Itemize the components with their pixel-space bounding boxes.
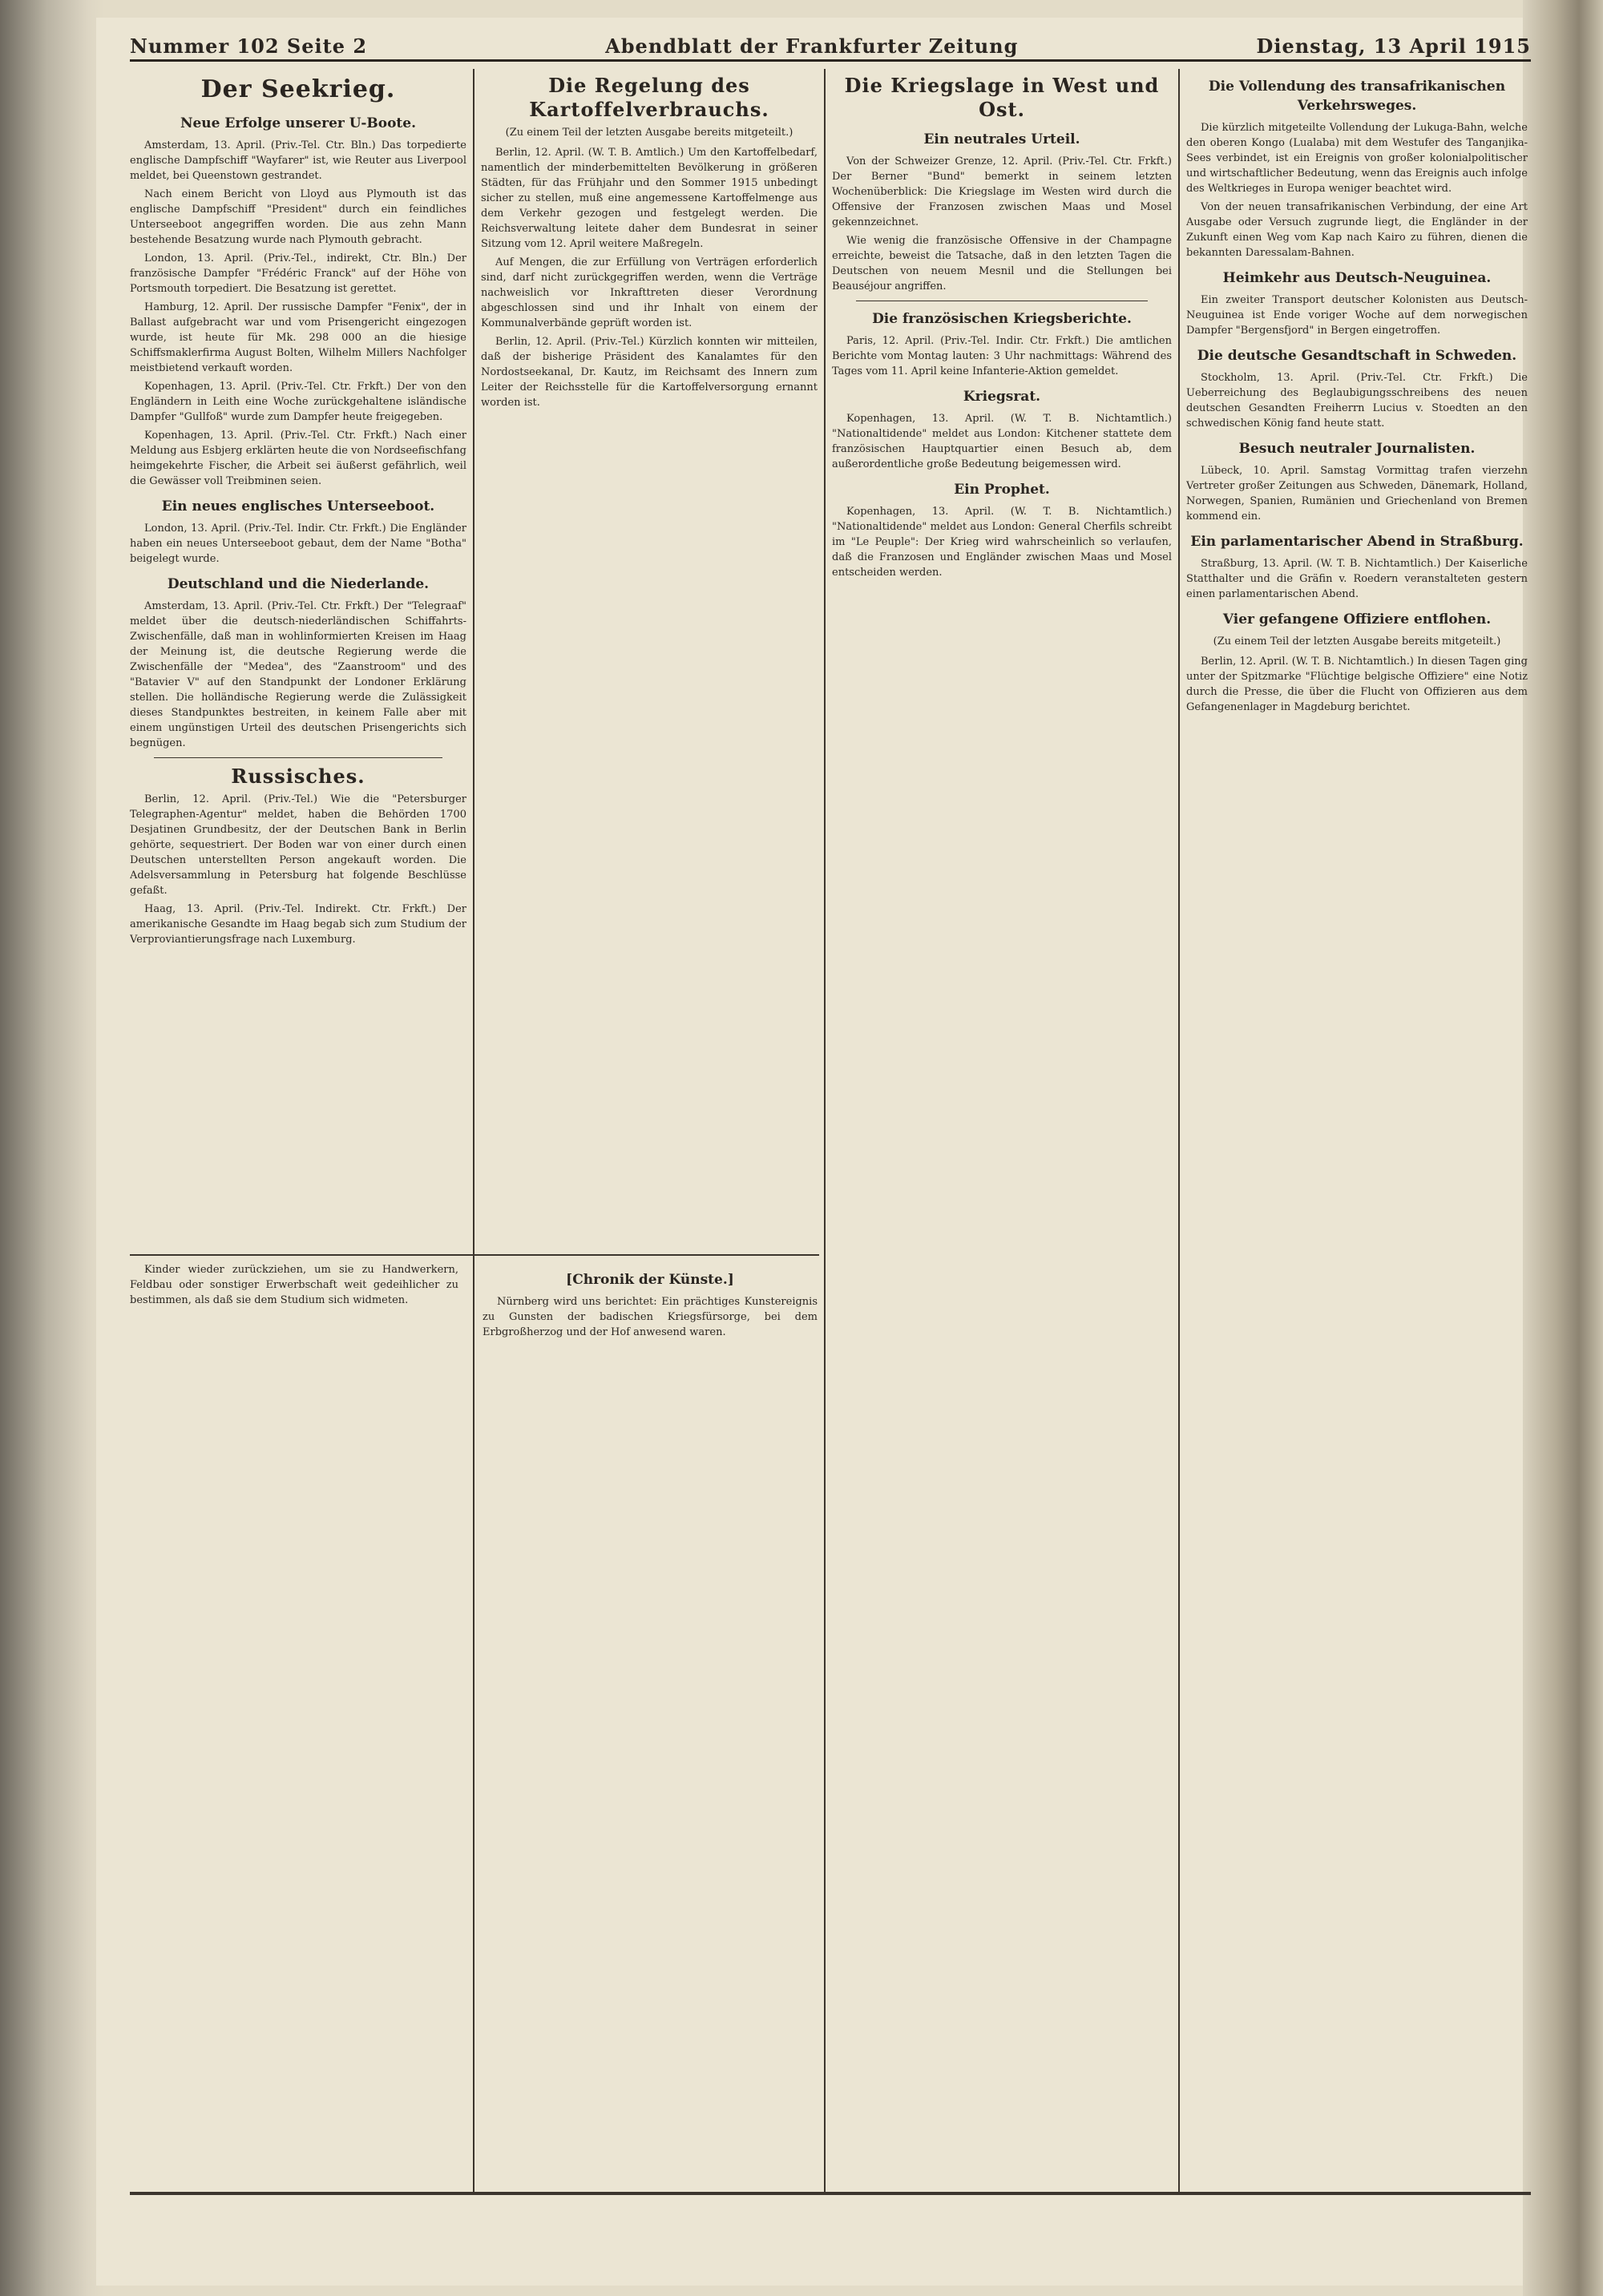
article-paragraph: Wie wenig die französische Offensive in der Champagne erreichte, beweist die Tatsache, daß in den letzten Tagen die Deutschen von neuem Mesnil und die Stellungen bei Beauséjour angriffen.	[832, 235, 1172, 293]
section-subtitle: Vier gefangene Offiziere entflohen.	[1222, 611, 1492, 627]
article-paragraph: Nach einem Bericht von Lloyd aus Plymouth ist das englische Dampfschiff "President" durch ein feindliches Unterseeboot angegriffen worden. Die aus zehn Mann bestehende Besatzung wurde nach Plymouth gebracht.	[130, 188, 466, 246]
section-subtitle: Die französischen Kriegsberichte.	[872, 311, 1132, 327]
column-kartoffel	[481, 69, 818, 1247]
section-title: Die Vollendung des transafrikanischen Verkehrsweges.	[1208, 79, 1506, 114]
column-afrika	[1186, 69, 1528, 2185]
article-paragraph: Straßburg, 13. April. (W. T. B. Nichtamtlich.) Der Kaiserliche Statthalter und die Gräfin v. Roedern veranstalteten gestern einen parlamentarischen Abend.	[1186, 558, 1528, 600]
section-subtitle: Ein parlamentarischer Abend in Straßburg.	[1190, 534, 1524, 550]
page-header	[130, 32, 1531, 62]
feuilleton-section	[130, 1254, 819, 2193]
column-rule	[824, 69, 826, 2193]
section-subtitle: [Chronik der Künste.]	[566, 1272, 734, 1288]
column-rule	[1178, 69, 1180, 2193]
section-subtitle: Ein neutrales Urteil.	[923, 131, 1080, 147]
section-subtitle: Besuch neutraler Journalisten.	[1238, 441, 1476, 457]
section-subtitle: Heimkehr aus Deutsch-Neuguinea.	[1222, 270, 1492, 286]
article-paragraph: Kopenhagen, 13. April. (W. T. B. Nichtamtlich.) "Nationaltidende" meldet aus London: Kitchener stattete dem französischen Hauptquartier einen Besuch ab, dem außerordentliche große Bedeutung beigemessen wird.	[832, 413, 1172, 470]
page-edge	[1523, 0, 1603, 2296]
article-paragraph: London, 13. April. (Priv.-Tel., indirekt, Ctr. Bln.) Der französische Dampfer "Frédéric Franck" auf der Höhe von Portsmouth torpediert. Die Besatzung ist gerettet.	[130, 252, 466, 295]
section-note: (Zu einem Teil der letzten Ausgabe bereits mitgeteilt.)	[505, 127, 793, 139]
divider	[154, 757, 442, 758]
article-paragraph: Paris, 12. April. (Priv.-Tel. Indir. Ctr. Frkft.) Die amtlichen Berichte vom Montag lauten: 3 Uhr nachmittags: Während des Tages vom 11. April keine Infanterie-Aktion gemeldet.	[832, 335, 1172, 377]
article-paragraph: Haag, 13. April. (Priv.-Tel. Indirekt. Ctr. Frkft.) Der amerikanische Gesandte im Haag begab sich zum Studium der Verproviantierungsfrage nach Luxemburg.	[130, 903, 466, 946]
article-paragraph: Auf Mengen, die zur Erfüllung von Verträgen erforderlich sind, darf nicht zurückgegriffen werden, wenn die Verträge nachweislich vor Inkrafttreten dieser Verordnung abgeschlossen sind und ihr Inhalt von einem der Kommunalverbände geprüft worden ist.	[481, 256, 818, 329]
book-binding	[0, 0, 104, 2296]
column-seekrieg	[130, 69, 466, 1247]
feuilleton-right	[483, 1262, 818, 2184]
section-subtitle: Ein Prophet.	[954, 482, 1050, 498]
article-paragraph: London, 13. April. (Priv.-Tel. Indir. Ctr. Frkft.) Die Engländer haben ein neues Unterseeboot gebaut, dem der Name "Botha" beigelegt wurde.	[130, 523, 466, 565]
column-rule	[473, 69, 474, 1255]
article-paragraph: Kopenhagen, 13. April. (Priv.-Tel. Ctr. Frkft.) Der von den Engländern in Leith eine Woche zurückgehaltene isländische Dampfer "Gullfoß" wurde zum Dampfer heute freigegeben.	[130, 381, 466, 423]
column-kriegslage	[832, 69, 1172, 2185]
header-issue: Nummer 102 Seite 2	[130, 34, 368, 58]
section-subtitle: Kriegsrat.	[963, 389, 1041, 405]
column-rule	[473, 1256, 474, 2193]
section-subtitle: Deutschland und die Niederlande.	[167, 576, 430, 592]
article-paragraph: Kinder wieder zurückziehen, um sie zu Handwerkern, Feldbau oder sonstiger Erwerbschaft weit gedeihlicher zu bestimmen, als daß sie dem Studium sich widmeten.	[130, 1264, 458, 1306]
section-note: (Zu einem Teil der letzten Ausgabe bereits mitgeteilt.)	[1213, 636, 1501, 648]
article-paragraph: Ein zweiter Transport deutscher Kolonisten aus Deutsch-Neuguinea ist Ende voriger Woche auf dem norwegischen Dampfer "Bergensfjord" in Bergen eingetroffen.	[1186, 294, 1528, 337]
section-subtitle: Die deutsche Gesandtschaft in Schweden.	[1197, 348, 1517, 364]
article-paragraph: Berlin, 12. April. (W. T. B. Nichtamtlich.) In diesen Tagen ging unter der Spitzmarke "Flüchtige belgische Offiziere" eine Notiz durch die Presse, die über die Flucht von Offizieren aus dem Gefangenenlager in Magdeburg berichtet.	[1186, 656, 1528, 713]
article-paragraph: Lübeck, 10. April. Samstag Vormittag trafen vierzehn Vertreter großer Zeitungen aus Schweden, Dänemark, Holland, Norwegen, Spanien, Rumänien und Griechenland von Bremen kommend ein.	[1186, 465, 1528, 523]
article-paragraph: Kopenhagen, 13. April. (Priv.-Tel. Ctr. Frkft.) Nach einer Meldung aus Esbjerg erklärten heute die von Nordseefischfang heimgekehrte Fischer, die Arbeit sei äußerst gefährlich, weil die Gewässer voll Treibminen seien.	[130, 430, 466, 487]
article-paragraph: Von der neuen transafrikanischen Verbindung, der eine Art Ausgabe oder Versuch zugrunde liegt, die Engländer in der Zukunft einen Weg vom Kap nach Kairo zu führen, dienen die bekannten Daressalam-Bahnen.	[1186, 201, 1528, 259]
section-title: Der Seekrieg.	[200, 75, 396, 103]
article-paragraph: Hamburg, 12. April. Der russische Dampfer "Fenix", der in Ballast aufgebracht war und vom Prisengericht eingezogen wurde, ist heute für Mk. 298 000 an die hiesige Schiffsmaklerfirma August Bolten, Wilhelm Millers Nachfolger meistbietend verkauft worden.	[130, 301, 466, 374]
header-date: Dienstag, 13 April 1915	[1256, 34, 1531, 58]
section-title: Russisches.	[231, 765, 365, 788]
article-paragraph: Berlin, 12. April. (Priv.-Tel.) Kürzlich konnten wir mitteilen, daß der bisherige Präsident des Kanalamtes für den Nordostseekanal, Dr. Kautz, im Reichsamt des Innern zum Leiter der Reichsstelle für die Kartoffelversorgung ernannt worden ist.	[481, 336, 818, 409]
feuilleton-left	[130, 1262, 458, 2184]
page-bottom-rule	[130, 2192, 1531, 2195]
section-subtitle: Ein neues englisches Unterseeboot.	[161, 498, 435, 514]
section-title: Die Kriegslage in West und Ost.	[844, 74, 1160, 121]
article-paragraph: Berlin, 12. April. (W. T. B. Amtlich.) Um den Kartoffelbedarf, namentlich der minderbemittelten Bevölkerung in größeren Städten, für das Frühjahr und den Sommer 1915 unbedingt sicher zu stellen, muß eine angemessene Kartoffelmenge aus dem Verkehr gezogen und festgelegt werden. Die Reichsverwaltung leitete daher dem Bundesrat in seiner Sitzung vom 12. April weitere Maßregeln.	[481, 147, 818, 250]
article-paragraph: Amsterdam, 13. April. (Priv.-Tel. Ctr. Bln.) Das torpedierte englische Dampfschiff "Wayfarer" ist, wie Reuter aus Liverpool meldet, bei Queenstown gestrandet.	[130, 139, 466, 182]
article-paragraph: Stockholm, 13. April. (Priv.-Tel. Ctr. Frkft.) Die Ueberreichung des Beglaubigungsschreibens des neuen deutschen Gesandten Freiherrn Lucius v. Stoedten an den schwedischen König fand heute statt.	[1186, 372, 1528, 430]
article-paragraph: Die kürzlich mitgeteilte Vollendung der Lukuga-Bahn, welche den oberen Kongo (Lualaba) mit dem Westufer des Tanganjika-Sees verbindet, ist ein Ereignis von großer kolonialpolitischer und wirtschaftlicher Bedeutung, wenn das Ereignis auch infolge des Weltkrieges in Europa weniger beachtet wird.	[1186, 122, 1528, 195]
article-paragraph: Kopenhagen, 13. April. (W. T. B. Nichtamtlich.) "Nationaltidende" meldet aus London: General Cherfils schreibt im "Le Peuple": Der Krieg wird wahrscheinlich so verlaufen, daß die Franzosen und Engländer zwischen Maas und Mosel entscheiden werden.	[832, 506, 1172, 579]
article-paragraph: Berlin, 12. April. (Priv.-Tel.) Wie die "Petersburger Telegraphen-Agentur" meldet, haben die Behörden 1700 Desjatinen Grundbesitz, der der Deutschen Bank in Berlin gehörte, sequestriert. Der Boden war von einer durch einen Deutschen unterstellten Person angekauft worden. Die Adelsversammlung in Petersburg hat folgende Beschlüsse gefaßt.	[130, 793, 466, 897]
section-subtitle: Neue Erfolge unserer U-Boote.	[180, 115, 417, 131]
section-title: Die Regelung des Kartoffelverbrauchs.	[529, 74, 769, 121]
article-paragraph: Von der Schweizer Grenze, 12. April. (Priv.-Tel. Ctr. Frkft.) Der Berner "Bund" bemerkt in seinem letzten Wochenüberblick: Die Kriegslage im Westen wird durch die Offensive der Franzosen zwischen Maas und Mosel gekennzeichnet.	[832, 155, 1172, 228]
header-masthead: Abendblatt der Frankfurter Zeitung	[605, 34, 1019, 58]
article-paragraph: Amsterdam, 13. April. (Priv.-Tel. Ctr. Frkft.) Der "Telegraaf" meldet über die deutsch-niederländischen Schiffahrts-Zwischenfälle, daß man in wohlinformierten Kreisen im Haag der Meinung ist, die deutsche Regierung werde die Zwischenfälle der "Medea", des "Zaanstroom" und des "Batavier V" auf den Standpunkt der Londoner Erklärung stellen. Die holländische Regierung werde die Zulässigkeit dieses Standpunktes bestreiten, in keinem Falle aber mit einem ungünstigen Urteil des deutschen Prisengerichts sich begnügen.	[130, 600, 466, 749]
article-paragraph: Nürnberg wird uns berichtet: Ein prächtiges Kunstereignis zu Gunsten der badischen Kriegsfürsorge, bei dem Erbgroßherzog und der Hof anwesend waren.	[483, 1296, 818, 1338]
